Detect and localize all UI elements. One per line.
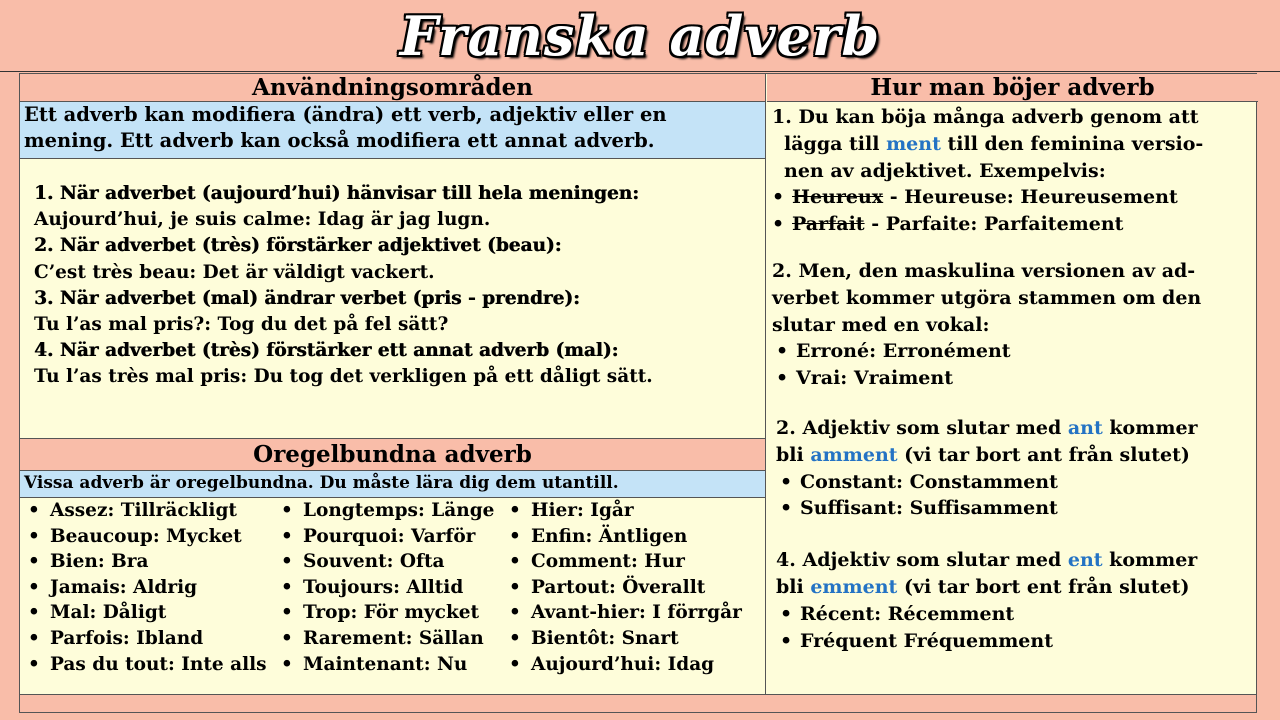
list-item: • Mal: Dåligt	[28, 600, 267, 626]
rule-3-text-a: 2. Adjektiv som slutar med	[776, 416, 1068, 439]
conjugation-rule-1	[772, 104, 1256, 238]
usage-example-1: Aujourd’hui, je suis calme: Idag är jag lugn.	[34, 209, 491, 231]
list-item: • Aujourd’hui: Idag	[509, 652, 742, 678]
rule-4-text-f: (vi tar bort ent från slutet)	[897, 575, 1190, 598]
title-bar	[0, 0, 1280, 72]
list-item: • Bientôt: Snart	[509, 626, 742, 652]
list-item: • Vrai: Vraiment	[776, 365, 1256, 392]
list-item: • Récent: Récemment	[780, 601, 1256, 628]
page-title: Franska adverb	[399, 3, 881, 68]
usage-rule-1: 1. När adverbet (aujourd’hui) hänvisar till hela meningen:	[34, 183, 639, 204]
rule-4-examples	[776, 601, 1256, 655]
list-item: • Avant-hier: I förrgår	[509, 600, 742, 626]
list-item: • Pourquoi: Varför	[281, 524, 494, 550]
rule-3-examples	[776, 469, 1256, 523]
conjugation-heading-text: Hur man böjer adverb	[870, 74, 1155, 101]
list-item: • Comment: Hur	[509, 549, 742, 575]
list-item: • Rarement: Sällan	[281, 626, 494, 652]
rule-1-line-3: nen av adjektivet. Exempelvis:	[784, 159, 1106, 182]
rule-1-examples	[772, 184, 1256, 238]
list-item: • Bien: Bra	[28, 549, 267, 575]
suffix-emment: emment	[810, 575, 898, 598]
list-item: • Enfin: Äntligen	[509, 524, 742, 550]
usage-example-3: Tu l’as mal pris?: Tog du det på fel sätt?	[34, 314, 449, 336]
irregular-column-1	[28, 498, 267, 677]
irregular-intro	[20, 471, 765, 498]
irregular-column-2	[281, 498, 494, 677]
list-item: • Pas du tout: Inte alls	[28, 652, 267, 678]
conjugation-rule-3	[772, 415, 1256, 522]
conjugation-rule-2	[772, 258, 1256, 392]
usage-list	[34, 181, 754, 391]
rule-1-text-c: till den feminina versio-	[940, 132, 1204, 155]
irregular-heading-text: Oregelbundna adverb	[253, 441, 532, 468]
list-item: • Assez: Tillräckligt	[28, 498, 267, 524]
worksheet	[19, 73, 1257, 713]
list-item: • Maintenant: Nu	[281, 652, 494, 678]
rule-2-line-2: verbet kommer utgöra stammen om den	[772, 286, 1202, 309]
list-item: • Souvent: Ofta	[281, 549, 494, 575]
rule-1-line-1: 1. Du kan böja många adverb genom att	[772, 106, 1199, 128]
rule-3-line-2	[776, 442, 1256, 469]
bottom-strip	[20, 694, 1256, 712]
rule-1-line-2	[772, 131, 1256, 158]
irregular-column-3	[509, 498, 742, 677]
rule-1-text-a: lägga till	[784, 132, 887, 155]
list-item	[772, 184, 1256, 211]
irregular-heading	[20, 438, 765, 471]
list-item: • Suffisant: Suffisamment	[780, 495, 1256, 522]
list-item: • Hier: Igår	[509, 498, 742, 524]
rule-4-line-2	[776, 574, 1256, 601]
usage-example-2: C’est très beau: Det är väldigt vackert.	[34, 261, 435, 283]
rule-3-text-d: bli	[776, 443, 811, 466]
list-item: • Toujours: Alltid	[281, 575, 494, 601]
rule-2-line-3: slutar med en vokal:	[772, 313, 990, 336]
rule-4-text-a: 4. Adjektiv som slutar med	[776, 549, 1068, 572]
usage-rule-3: 3. När adverbet (mal) ändrar verbet (pris - prendre):	[34, 287, 580, 309]
list-item: • Parfois: Ibland	[28, 626, 267, 652]
usage-heading-text: Användningsområden	[252, 74, 533, 101]
conjugation-content	[768, 104, 1256, 654]
rule-3-text-f: (vi tar bort ant från slutet)	[897, 443, 1190, 466]
example-rest: - Heureuse: Heureusement	[883, 186, 1178, 209]
rule-3-text-c: kommer	[1102, 416, 1198, 439]
usage-intro-line-1: Ett adverb kan modifiera (ändra) ett verb, adjektiv eller en	[24, 103, 667, 126]
usage-rule-4: 4. När adverbet (très) förstärker ett annat adverb (mal):	[34, 340, 619, 362]
suffix-ment: ment	[886, 132, 941, 155]
suffix-ant: ant	[1067, 416, 1103, 439]
list-item: • Longtemps: Länge	[281, 498, 494, 524]
irregular-intro-text: Vissa adverb är oregelbundna. Du måste lära dig dem utantill.	[24, 473, 619, 493]
irregular-list	[20, 498, 765, 693]
list-item: • Trop: För mycket	[281, 600, 494, 626]
rule-4-text-c: kommer	[1102, 549, 1198, 572]
struck-word: Heureux	[792, 186, 884, 209]
example-rest: - Parfaite: Parfaitement	[864, 213, 1124, 236]
list-item: • Jamais: Aldrig	[28, 575, 267, 601]
rule-4-line-1	[776, 547, 1256, 574]
suffix-ent: ent	[1067, 549, 1103, 572]
struck-word: Parfait	[792, 213, 865, 236]
rule-2-line-1: 2. Men, den maskulina versionen av ad-	[772, 259, 1196, 282]
list-item: • Beaucoup: Mycket	[28, 524, 267, 550]
suffix-amment: amment	[810, 443, 898, 466]
list-item: • Constant: Constamment	[780, 469, 1256, 496]
usage-intro	[20, 102, 765, 159]
list-item: • Fréquent Fréquemment	[780, 628, 1256, 655]
list-item: • Erroné: Erronément	[776, 338, 1256, 365]
list-item: • Partout: Överallt	[509, 575, 742, 601]
usage-intro-line-2: mening. Ett adverb kan också modifiera ett annat adverb.	[24, 129, 655, 152]
rule-2-examples	[772, 338, 1256, 392]
list-item	[772, 211, 1256, 238]
usage-rule-2: 2. När adverbet (très) förstärker adjektivet (beau):	[34, 235, 562, 257]
conjugation-heading	[767, 74, 1258, 102]
conjugation-rule-4	[772, 547, 1256, 654]
rule-3-line-1	[776, 415, 1256, 442]
usage-example-4: Tu l’as très mal pris: Du tog det verkligen på ett dåligt sätt.	[34, 366, 653, 388]
column-divider	[765, 74, 766, 712]
usage-heading	[20, 74, 765, 102]
rule-4-text-d: bli	[776, 575, 811, 598]
